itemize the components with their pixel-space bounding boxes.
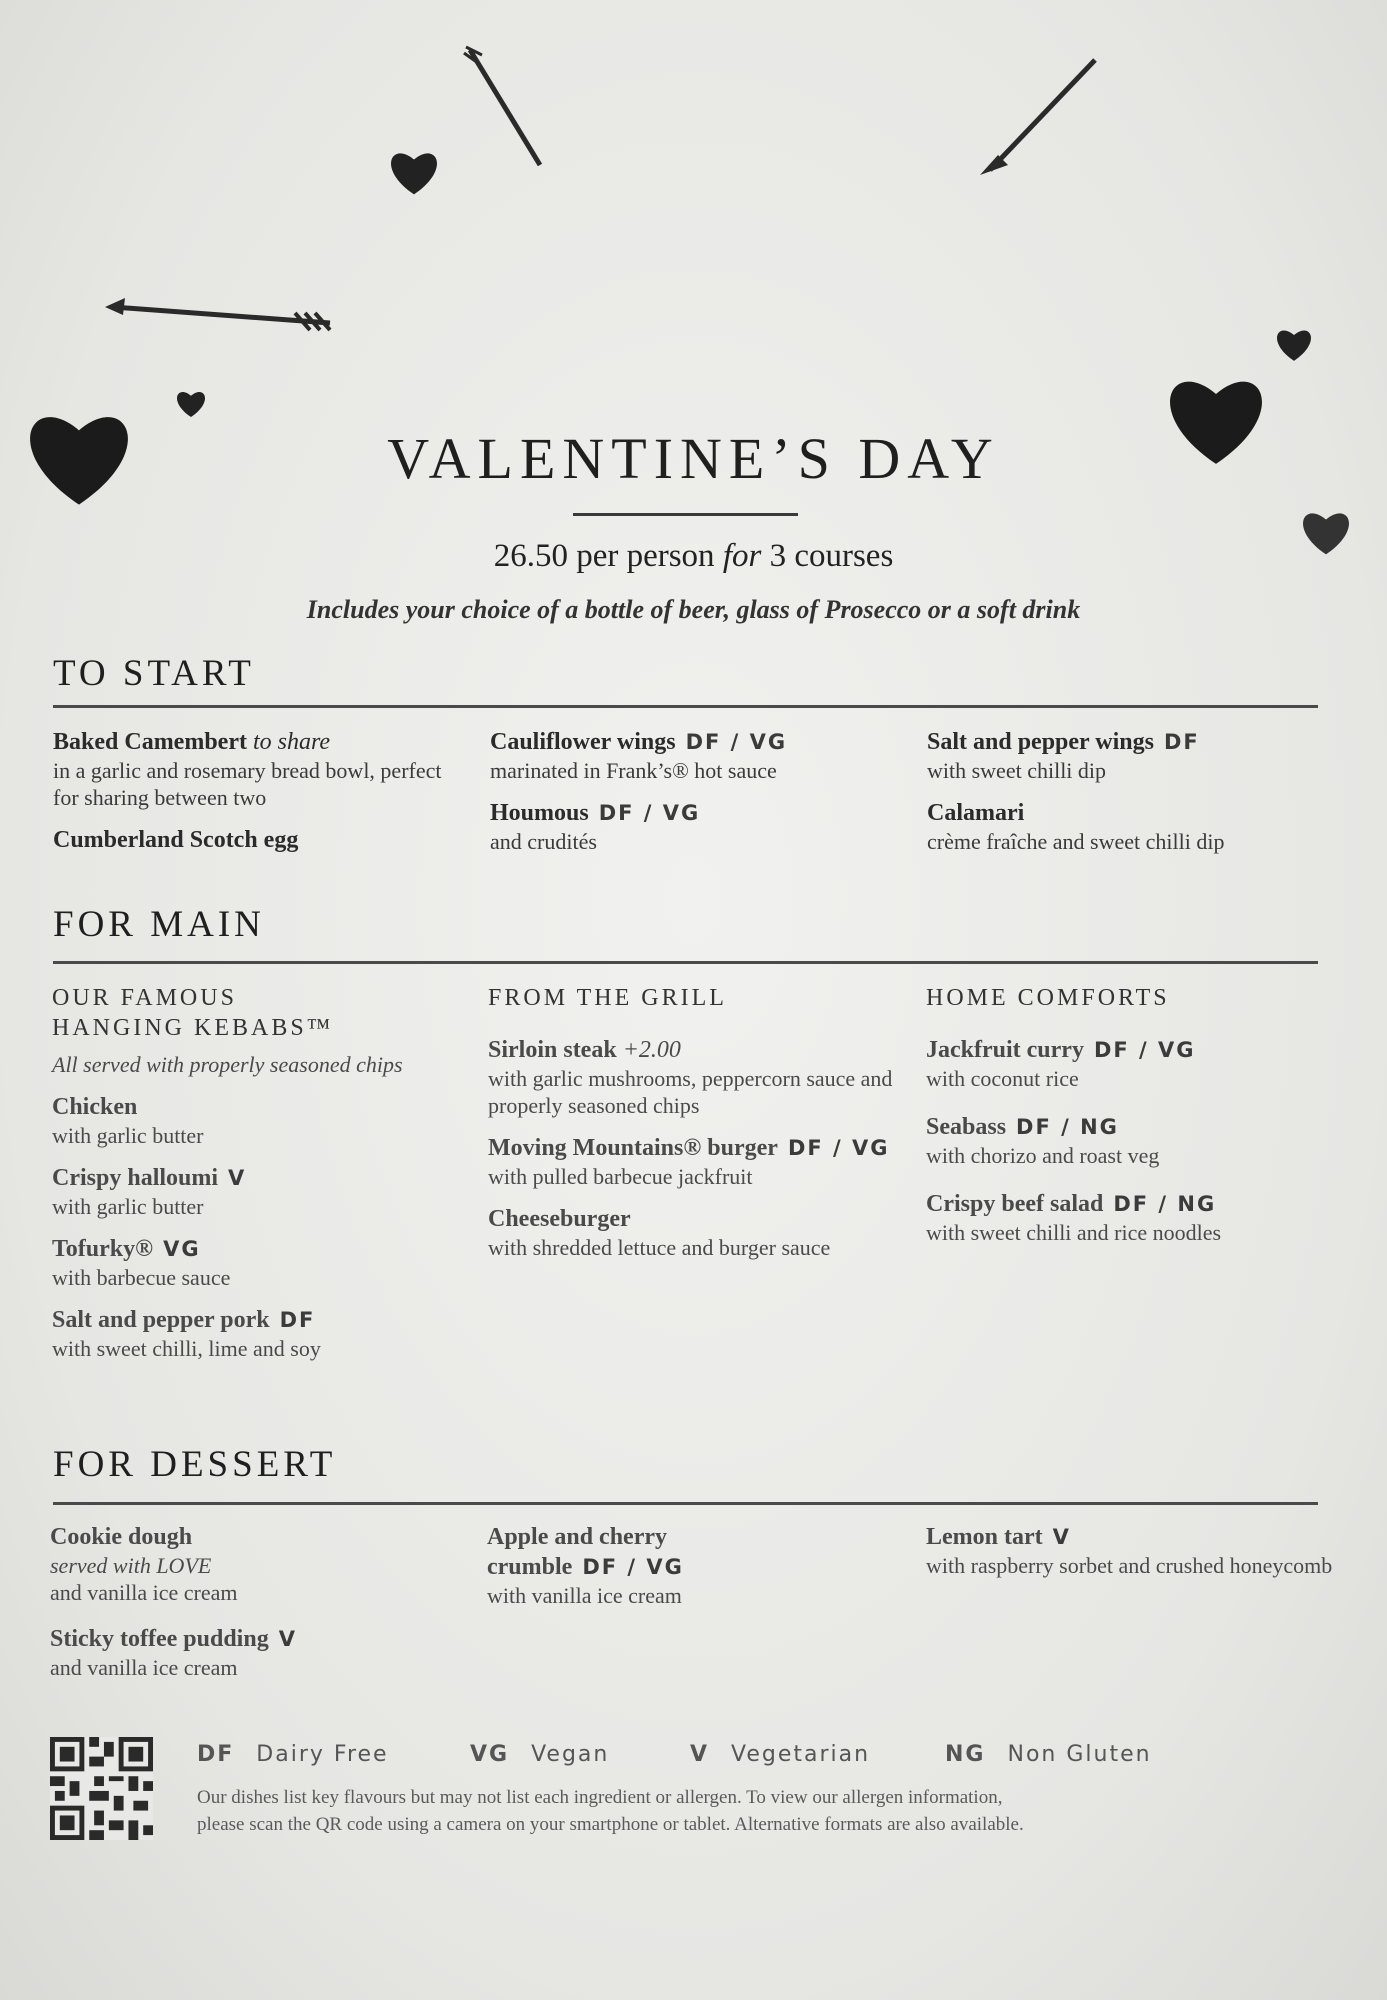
main-col-grill [488,983,903,1275]
includes-note: Includes your choice of a bottle of beer, glass of Prosecco or a soft drink [306,595,1081,624]
menu-item [488,1204,903,1261]
item-description: with pulled barbecue jackfruit [488,1164,753,1189]
legend-item [945,1742,1152,1767]
legend-code: V [690,1742,710,1767]
title-divider [573,513,798,516]
item-description: with raspberry sorbet and crushed honeycomb [926,1553,1333,1578]
allergen-note-line: Our dishes list key flavours but may not list each ingredient or allergen. To view our allergen information, [197,1787,1003,1808]
dietary-tag: DF / VG [598,801,701,825]
item-note: served with LOVE [50,1553,212,1578]
item-description: marinated in Frank’s® hot sauce [490,758,777,783]
legend-label: Dairy Free [256,1742,389,1767]
item-name: Calamari [927,800,1025,826]
item-description: with garlic butter [52,1194,204,1219]
menu-item [927,798,1327,855]
start-col-1 [53,727,468,869]
column-subheading: All served with properly seasoned chips [52,1052,403,1077]
item-description: and crudités [490,829,597,854]
dietary-tag: DF / VG [685,730,788,754]
menu-item [488,1133,903,1190]
qr-code-icon[interactable] [50,1735,153,1842]
section-divider [53,1502,1318,1505]
item-description: with coconut rice [926,1066,1079,1091]
column-heading-line: HANGING KEBABS™ [52,1015,334,1041]
item-name: Tofurky® [52,1236,154,1262]
dietary-tag: VG [163,1237,201,1261]
heart-icon [388,150,440,196]
main-col-kebabs [52,983,467,1376]
legend-code: DF [197,1742,235,1767]
price-courses: 3 courses [769,538,894,574]
item-name: Sirloin steak [488,1037,617,1063]
menu-item [53,727,468,811]
section-title-main: FOR MAIN [53,904,265,945]
legend-label: Vegan [531,1742,610,1767]
item-description: crème fraîche and sweet chilli dip [927,829,1225,854]
item-description: with barbecue sauce [52,1265,231,1290]
dietary-tag: DF / NG [1016,1115,1119,1139]
item-description: with garlic butter [52,1123,204,1148]
item-name: Baked Camembert [53,729,247,755]
menu-item [926,1189,1326,1246]
legend-item [197,1742,389,1767]
allergen-note-line: please scan the QR code using a camera on your smartphone or tablet. Alternative formats are also available. [197,1814,1024,1835]
legend-label: Vegetarian [731,1742,871,1767]
item-description: with chorizo and roast veg [926,1143,1160,1168]
item-name: Apple and cherry [487,1524,667,1550]
menu-item [926,1522,1341,1579]
item-description: with shredded lettuce and burger sauce [488,1235,831,1260]
item-note: to share [252,729,331,755]
item-name: Jackfruit curry [926,1037,1084,1063]
menu-item [50,1624,465,1681]
item-name: Cookie dough [50,1524,193,1550]
menu-item [50,1522,465,1606]
item-description: with garlic mushrooms, peppercorn sauce and properly seasoned chips [488,1066,893,1118]
legend-label: Non Gluten [1007,1742,1152,1767]
column-heading [52,983,467,1043]
menu-item [52,1234,467,1291]
item-description: and vanilla ice cream [50,1580,238,1605]
dietary-tag: DF / VG [1093,1038,1196,1062]
heart-icon [175,390,207,418]
menu-item [926,1112,1326,1169]
dietary-tag: DF / VG [582,1555,684,1579]
item-description: with sweet chilli dip [927,758,1107,783]
menu-item [53,825,468,855]
section-divider [53,961,1318,964]
menu-item [52,1305,467,1362]
page-title: VALENTINE’S DAY [387,426,1000,491]
item-name: Salt and pepper wings [927,729,1154,755]
item-description: with vanilla ice cream [487,1583,682,1608]
item-name: Crispy halloumi [52,1165,219,1191]
heart-icon [1275,328,1313,362]
item-description: with sweet chilli and rice noodles [926,1220,1222,1245]
item-price-note: +2.00 [622,1037,681,1063]
menu-item [52,1092,467,1149]
arrow-decoration [980,55,1100,180]
item-name: Chicken [52,1094,138,1120]
item-name: Moving Mountains® burger [488,1135,778,1161]
dietary-tag: DF / VG [787,1136,890,1160]
dietary-tag: DF [279,1308,316,1332]
item-description: and vanilla ice cream [50,1655,238,1680]
menu-item [926,1035,1326,1092]
column-heading-line: OUR FAMOUS [52,985,237,1011]
arrow-decoration [460,45,550,175]
dietary-tag: DF / NG [1113,1192,1217,1216]
section-divider [53,705,1318,708]
legend-code: VG [470,1742,510,1767]
item-name: Crispy beef salad [926,1191,1104,1217]
start-col-2 [490,727,905,869]
section-title-dessert: FOR DESSERT [53,1444,337,1485]
legend-item [470,1742,609,1767]
menu-item [52,1163,467,1220]
dessert-col-1 [50,1522,465,1695]
dietary-tag: DF [1163,730,1200,754]
menu-item [488,1035,903,1119]
dessert-col-2 [487,1522,902,1623]
item-name: Cheeseburger [488,1206,631,1232]
dietary-tag: V [1052,1525,1071,1549]
dietary-tag: V [278,1627,297,1651]
legend-code: NG [945,1742,986,1767]
dietary-tag: V [228,1166,247,1190]
item-description: with sweet chilli, lime and soy [52,1336,321,1361]
item-name: Salt and pepper pork [52,1307,270,1333]
column-heading: FROM THE GRILL [488,985,727,1011]
item-name: Cumberland Scotch egg [53,827,299,853]
allergen-note [197,1784,1327,1838]
price-for: for [722,538,762,574]
item-name: Lemon tart [926,1524,1043,1550]
start-col-3 [927,727,1327,869]
item-name: Cauliflower wings [490,729,676,755]
item-name: Sticky toffee pudding [50,1626,269,1652]
price-line [0,538,1387,575]
menu-item [487,1522,902,1609]
column-heading: HOME COMFORTS [926,985,1170,1011]
menu-item [927,727,1327,784]
arrow-decoration [105,295,335,335]
item-name: Seabass [926,1114,1007,1140]
legend-item [690,1742,870,1767]
item-description: in a garlic and rosemary bread bowl, perfect for sharing between two [53,758,442,810]
main-col-comforts [926,983,1326,1260]
section-title-start: TO START [53,653,255,694]
price-amount: 26.50 per person [493,538,715,574]
item-name: Houmous [490,800,589,826]
item-name: crumble [487,1554,573,1580]
dessert-col-3 [926,1522,1341,1593]
menu-item [490,798,905,855]
menu-item [490,727,905,784]
